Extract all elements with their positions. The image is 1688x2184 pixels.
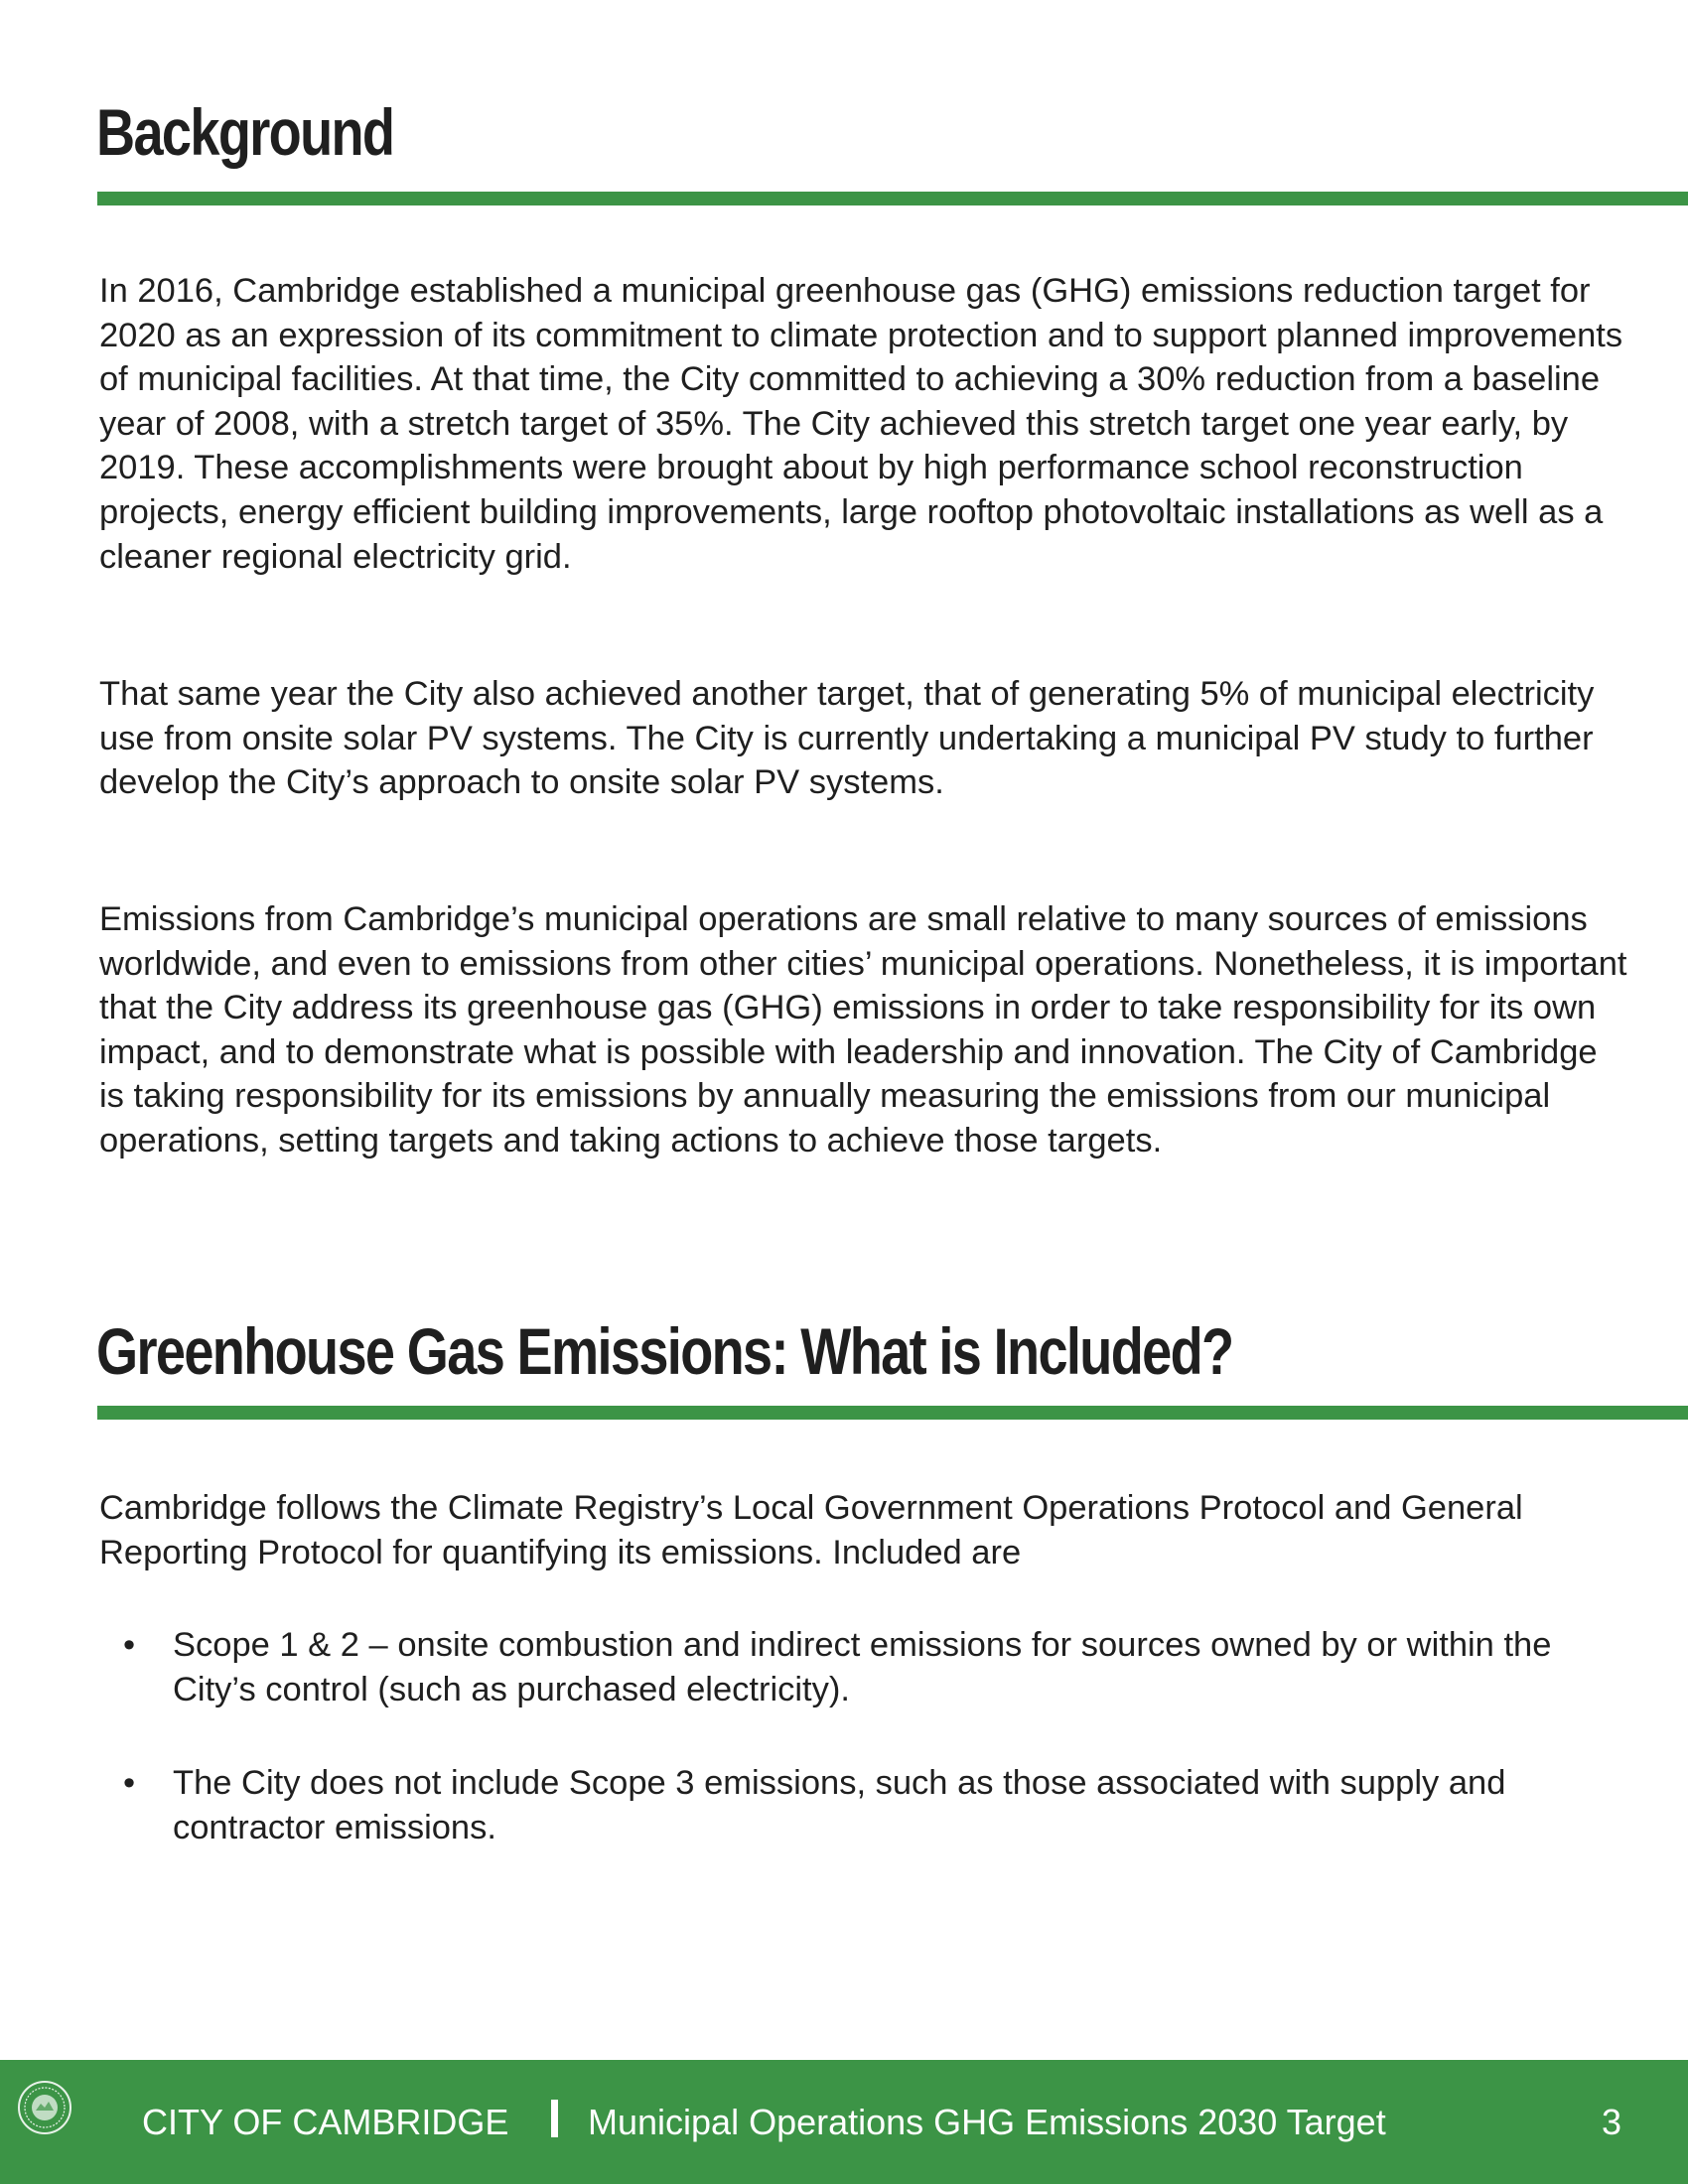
background-paragraph: In 2016, Cambridge established a municipal greenhouse gas (GHG) emissions reduction target for 2020 as an expression of its commitment to climate protection and to support planned improvements of municipal facilities. At that time, the City committed to achieving a 30% reduction from a baseline year of 2008, with a stretch target of 35%. The City achieved this stretch target one year early, by 2019. These accomplishments were brought about by high performance school reconstruction projects, energy efficient building improvements, large rooftop photovoltaic installations as well as a cleaner regional electricity grid. xyxy=(99,272,1623,576)
page-footer xyxy=(0,2060,1688,2184)
section-heading-background: Background xyxy=(96,95,394,169)
heading-divider xyxy=(97,192,1688,205)
list-item xyxy=(99,1623,1628,1711)
city-seal-icon xyxy=(17,2080,72,2135)
background-paragraph: Emissions from Cambridge’s municipal operations are small relative to many sources of emissions worldwide, and even to emissions from other cities’ municipal operations. Nonetheless, it is important that the City address its greenhouse gas (GHG) emissions in order to take responsibility for its own impact, and to demonstrate what is possible with leadership and innovation. The City of Cambridge is taking responsibility for its emissions by annually measuring the emissions from our municipal operations, setting targets and taking actions to achieve those targets. xyxy=(99,900,1627,1160)
included-bullet-list xyxy=(99,1623,1628,1711)
heading-divider xyxy=(97,1406,1688,1420)
included-bullet-list xyxy=(99,1761,1628,1849)
bullet-icon: • xyxy=(123,1626,136,1664)
footer-organization: CITY OF CAMBRIDGE xyxy=(142,2101,509,2142)
included-intro-paragraph: Cambridge follows the Climate Registry’s Local Government Operations Protocol and General Reporting Protocol for quantifying its emissions. Included are xyxy=(99,1489,1523,1571)
background-paragraph: That same year the City also achieved another target, that of generating 5% of municipal electricity use from onsite solar PV systems. The City is currently undertaking a municipal PV study to further develop the City’s approach to onsite solar PV systems. xyxy=(99,675,1595,802)
footer-separator xyxy=(551,2100,558,2137)
footer-document-title: Municipal Operations GHG Emissions 2030 Target xyxy=(588,2101,1386,2142)
list-item-text: Scope 1 & 2 – onsite combustion and indirect emissions for sources owned by or within the City’s control (such as purchased electricity). xyxy=(173,1626,1552,1708)
section-heading-included: Greenhouse Gas Emissions: What is Included? xyxy=(96,1314,1233,1388)
bullet-icon: • xyxy=(123,1764,136,1802)
list-item xyxy=(99,1761,1628,1849)
page-number: 3 xyxy=(1602,2101,1622,2142)
list-item-text: The City does not include Scope 3 emissions, such as those associated with supply and contractor emissions. xyxy=(173,1764,1506,1846)
